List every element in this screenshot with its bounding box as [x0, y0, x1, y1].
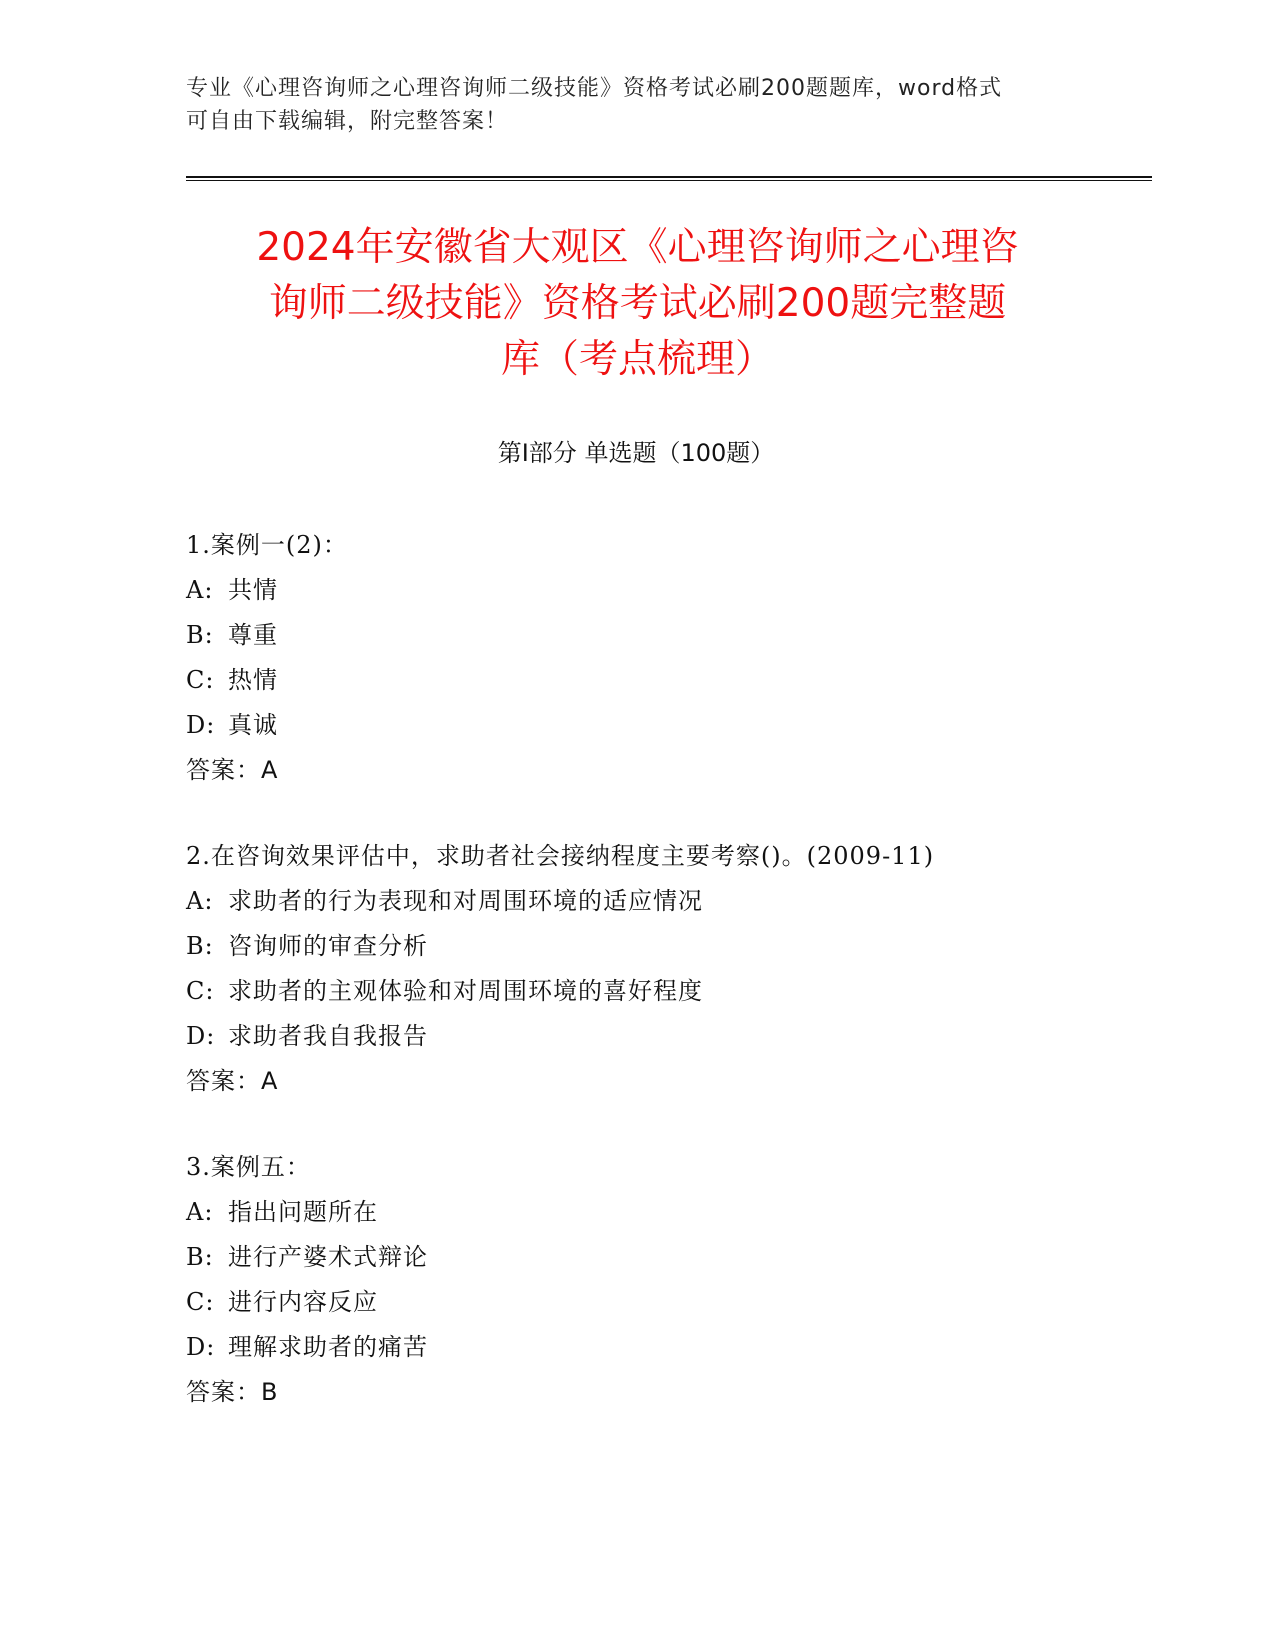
page-header	[186, 72, 1066, 138]
option-letter: C:	[186, 666, 215, 694]
answer-key: 答案：A	[186, 1067, 279, 1095]
option-letter: D:	[186, 711, 216, 739]
option-letter: A:	[186, 887, 214, 915]
option-text: 真诚	[228, 711, 278, 739]
option-letter: B:	[186, 621, 214, 649]
option-letter: B:	[186, 1243, 214, 1271]
question-stem: 1.案例一(2)：	[186, 531, 348, 559]
option-text: 求助者的主观体验和对周围环境的喜好程度	[228, 977, 703, 1005]
question-stem: 2.在咨询效果评估中，求助者社会接纳程度主要考察()。(2009-11)	[186, 842, 935, 870]
answer-key: 答案：B	[186, 1378, 279, 1406]
question-1	[186, 523, 1146, 793]
option-text: 咨询师的审查分析	[228, 932, 428, 960]
option-b	[186, 613, 1146, 658]
option-text: 进行产婆术式辩论	[228, 1243, 428, 1271]
option-d	[186, 1325, 1146, 1370]
option-c	[186, 658, 1146, 703]
option-letter: D:	[186, 1022, 216, 1050]
option-letter: D:	[186, 1333, 216, 1361]
header-divider	[186, 176, 1152, 181]
question-list	[186, 523, 1146, 1456]
header-line-2: 可自由下载编辑，附完整答案！	[186, 109, 509, 134]
option-text: 求助者我自我报告	[228, 1022, 428, 1050]
option-text: 尊重	[228, 621, 278, 649]
option-text: 理解求助者的痛苦	[228, 1333, 428, 1361]
document-title	[170, 220, 1105, 388]
question-stem: 3.案例五：	[186, 1153, 311, 1181]
header-line-1: 专业《心理咨询师之心理咨询师二级技能》资格考试必刷200题题库，word格式	[186, 76, 1003, 101]
option-letter: B:	[186, 932, 214, 960]
title-line-1: 2024年安徽省大观区《心理咨询师之心理咨	[256, 225, 1019, 270]
option-text: 指出问题所在	[228, 1198, 378, 1226]
option-a	[186, 568, 1146, 613]
option-letter: A:	[186, 576, 214, 604]
section-title: 第Ⅰ部分 单选题（100题）	[497, 439, 775, 467]
option-text: 进行内容反应	[228, 1288, 378, 1316]
option-d	[186, 1014, 1146, 1059]
option-a	[186, 879, 1146, 924]
option-letter: C:	[186, 1288, 215, 1316]
option-text: 共情	[228, 576, 278, 604]
option-letter: A:	[186, 1198, 214, 1226]
option-d	[186, 703, 1146, 748]
question-3	[186, 1145, 1146, 1415]
answer-key: 答案：A	[186, 756, 279, 784]
option-a	[186, 1190, 1146, 1235]
option-c	[186, 1280, 1146, 1325]
option-letter: C:	[186, 977, 215, 1005]
title-line-3: 库（考点梳理）	[500, 337, 774, 382]
option-b	[186, 1235, 1146, 1280]
option-c	[186, 969, 1146, 1014]
option-b	[186, 924, 1146, 969]
option-text: 求助者的行为表现和对周围环境的适应情况	[228, 887, 703, 915]
question-2	[186, 834, 1146, 1104]
option-text: 热情	[228, 666, 278, 694]
title-line-2: 询师二级技能》资格考试必刷200题完整题	[268, 281, 1007, 326]
